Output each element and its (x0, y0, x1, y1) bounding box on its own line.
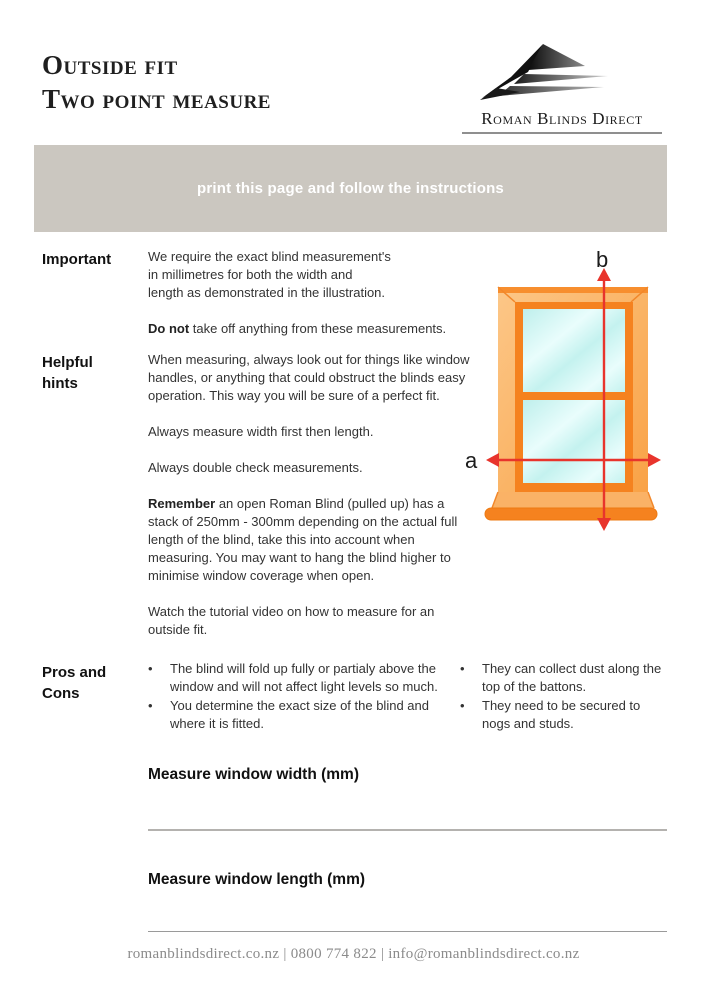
important-note (148, 320, 470, 338)
measure-width-heading: Measure window width (mm) (148, 766, 359, 783)
window-middle-rail (515, 392, 633, 400)
important-line2: in millimetres for both the width and (148, 267, 353, 282)
important-note-bold: Do not (148, 321, 190, 336)
glass-pane-bottom (523, 400, 625, 483)
pros-cons-label-line2: Cons (42, 685, 80, 702)
helpful-label-line2: hints (42, 375, 78, 392)
hint-tutorial: Watch the tutorial video on how to measure for an outside fit. (148, 604, 435, 637)
logo-underline (462, 132, 662, 134)
hint-remember-bold: Remember (148, 496, 216, 511)
company-logo (462, 30, 662, 134)
window-sill-bar (485, 508, 657, 520)
hint-remember-rest: an open Roman Blind (pulled up) has a stack of 250mm - 300mm depending on the actual full length of the blind, take this into account when measuring. You may want to hang the blind higher to minimise window coverage when open. (148, 496, 458, 583)
important-label: Important (42, 251, 112, 268)
important-line1: We require the exact blind measurement's (148, 249, 391, 264)
pro-item-text: The blind will fold up fully or partialy above the window and will not affect light levels so much. (170, 661, 438, 694)
footer-contact-info: romanblindsdirect.co.nz | 0800 774 822 | info@romanblindsdirect.co.nz (127, 946, 580, 962)
page-title (42, 48, 271, 116)
length-arrowhead-bottom (597, 518, 611, 531)
list-item (148, 660, 460, 696)
width-arrowhead-left (486, 453, 499, 467)
measure-length-heading: Measure window length (mm) (148, 871, 366, 888)
logo-wordmark: Roman Blinds Direct (481, 109, 643, 128)
important-paragraph (148, 248, 470, 302)
pros-cons-label-line1: Pros and (42, 664, 107, 681)
banner-text: print this page and follow the instructions (197, 180, 504, 197)
list-item (460, 697, 668, 733)
pros-list (148, 660, 460, 734)
helpful-hints-body (148, 351, 470, 639)
width-arrowhead-right (648, 453, 661, 467)
bullet-icon: • (148, 661, 153, 676)
window-measure-illustration (455, 247, 670, 537)
bullet-icon: • (460, 661, 465, 676)
hint-double-check: Always double check measurements. (148, 460, 363, 475)
glass-pane-top (523, 309, 625, 392)
important-body (148, 248, 470, 338)
bullet-icon: • (460, 698, 465, 713)
con-item-text: They can collect dust along the top of the battons. (482, 661, 662, 694)
blinds-logo-icon (462, 30, 662, 102)
width-label-a: a (465, 448, 478, 473)
page-title-line1: Outside fit (42, 50, 178, 80)
page-title-line2: Two point measure (42, 84, 271, 114)
window-sill-slope (492, 492, 654, 508)
measure-width-write-line (148, 829, 667, 831)
helpful-label-line1: Helpful (42, 354, 93, 371)
footer-divider (148, 931, 667, 932)
cons-list (460, 660, 668, 734)
window-frame-top-edge (498, 287, 648, 293)
list-item (460, 660, 668, 696)
hint-remember (148, 495, 470, 585)
pro-item-text: You determine the exact size of the blind and where it is fitted. (170, 698, 429, 731)
list-item (148, 697, 460, 733)
length-label-b: b (596, 247, 609, 272)
helpful-hints-label (42, 352, 93, 394)
important-note-rest: take off anything from these measurements. (189, 321, 447, 336)
con-item-text: They need to be secured to nogs and studs. (482, 698, 641, 731)
hint-measuring: When measuring, always look out for things like window handles, or anything that could obstruct the blinds easy operation. This way you will be sure of a perfect fit. (148, 352, 470, 403)
hint-width-first: Always measure width first then length. (148, 424, 374, 439)
pros-cons-label (42, 662, 106, 704)
bullet-icon: • (148, 698, 153, 713)
important-line3: length as demonstrated in the illustration. (148, 285, 386, 300)
print-instruction-banner (34, 145, 667, 232)
